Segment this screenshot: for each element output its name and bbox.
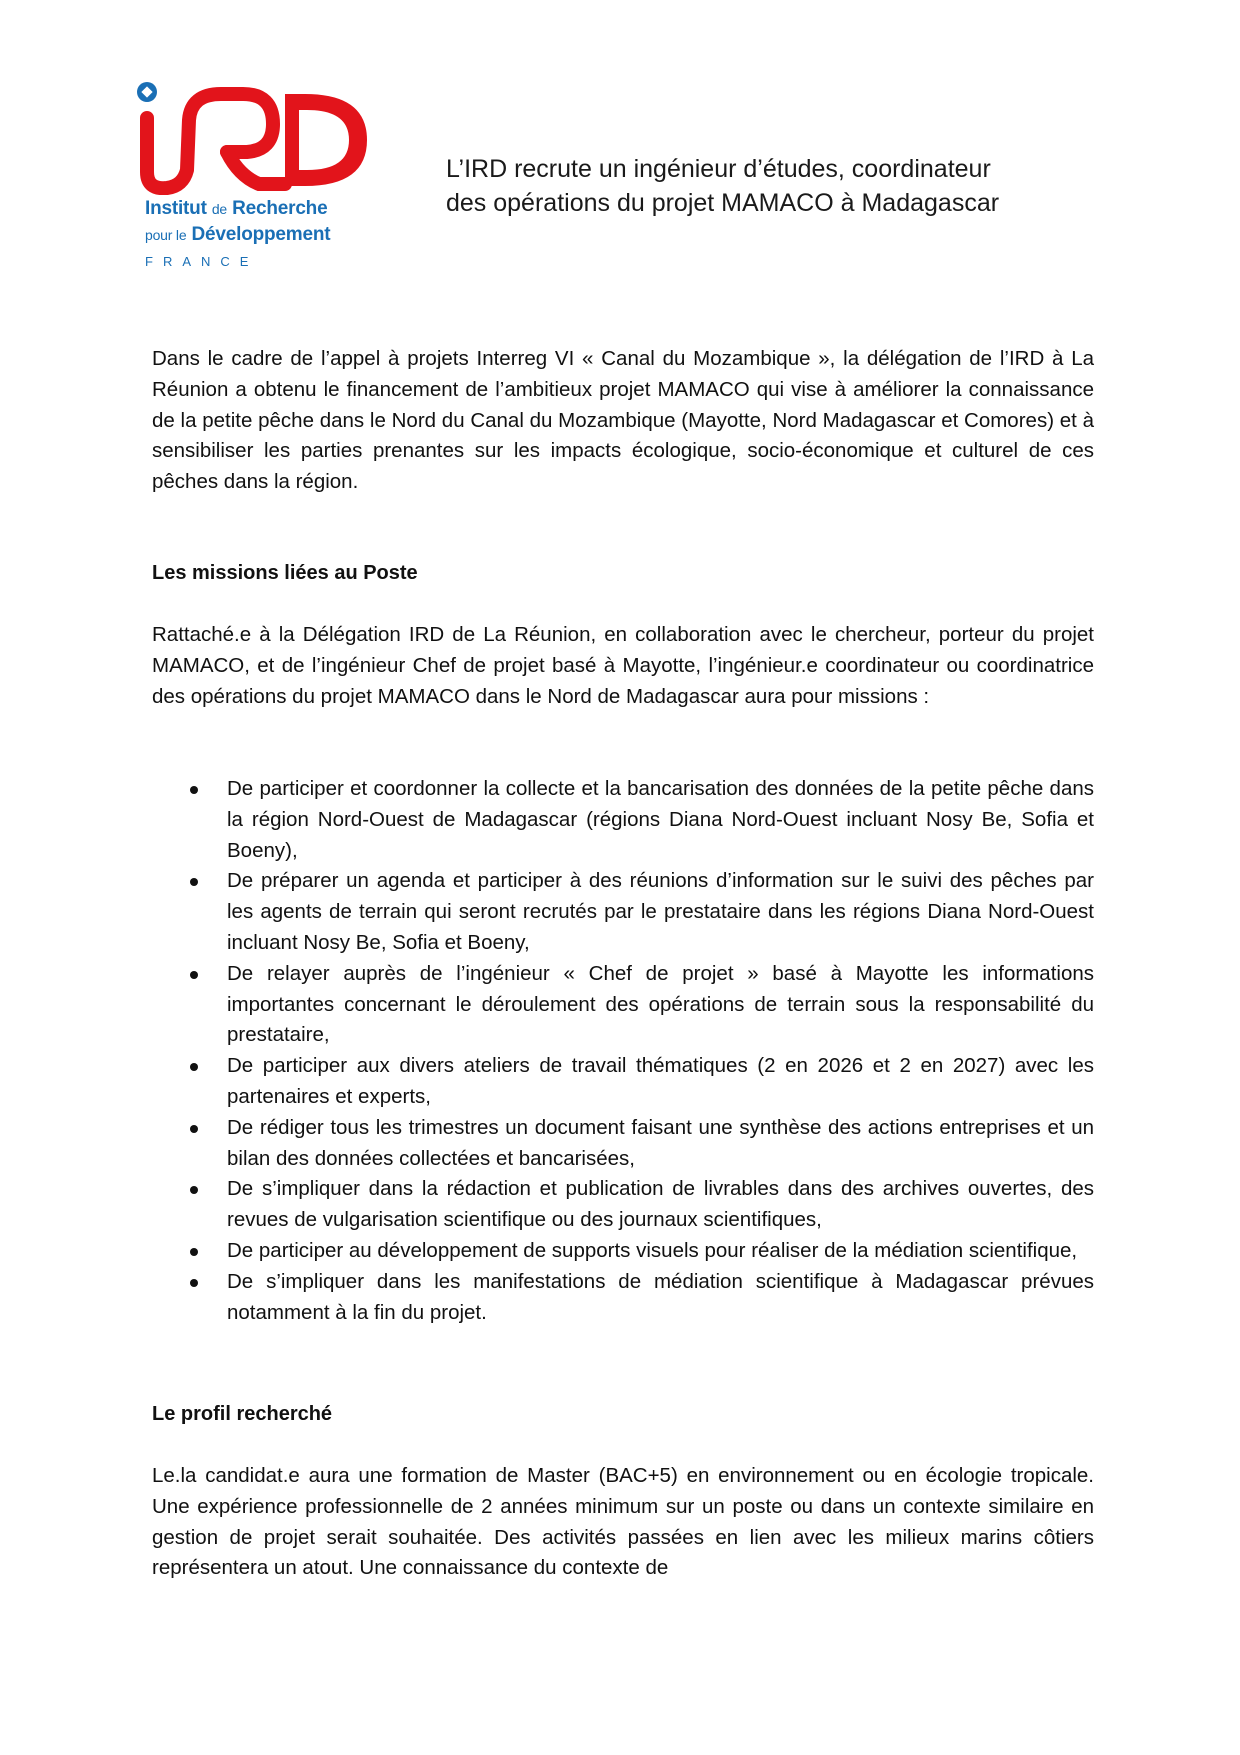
bullet-icon [190,1279,198,1287]
bullet-icon [190,1248,198,1256]
logo-word: de [211,201,227,217]
page-title [446,152,1126,220]
list-item-text: De rédiger tous les trimestres un document faisant une synthèse des actions entreprises et un bilan des données collectées et bancarisées, [227,1115,1094,1170]
missions-heading: Les missions liées au Poste [152,562,418,584]
list-item-text: De s’impliquer dans la rédaction et publication de livrables dans des archives ouvertes, des revues de vulgarisation scientifique ou des journaux scientifiques, [227,1177,1094,1232]
title-line-1: L’IRD recrute un ingénieur d’études, coordinateur [446,155,991,183]
bullet-icon [190,1186,198,1194]
list-item-text: De préparer un agenda et participer à des réunions d’information sur le suivi des pêches par les agents de terrain qui seront recrutés par le prestataire dans les régions Diana Nord-Ouest incluant Nosy Be, Sofia et Boeny, [227,869,1094,954]
intro-paragraph: Dans le cadre de l’appel à projets Interreg VI « Canal du Mozambique », la délégation de l’IRD à La Réunion a obtenu le financement de l’ambitieux projet MAMACO qui vise à améliorer la connaissance de la petite pêche dans le Nord du Canal du Mozambique (Mayotte, Nord Madagascar et Comores) et à sensibiliser les parties prenantes sur les impacts écologique, socio-économique et culturel de ces pêches dans la région. [152,347,1094,494]
bullet-icon [190,1063,198,1071]
logo-word: Recherche [232,198,328,219]
profile-paragraph: Le.la candidat.e aura une formation de Master (BAC+5) en environnement ou en écologie tropicale. Une expérience professionnelle de 2 années minimum sur un poste ou dans un contexte similaire en gestion de projet serait souhaitée. Des activités passées en lien avec les milieux marins côtiers représentera un atout. Une connaissance du contexte de [152,1464,1094,1580]
profile-heading: Le profil recherché [152,1403,333,1425]
logo-france-line: FRANCE [145,254,259,269]
bullet-icon [190,878,198,886]
list-item [152,1113,1094,1175]
list-item [152,1051,1094,1113]
logo-word: pour le [145,227,187,243]
missions-list [152,774,1094,1328]
list-item [152,1174,1094,1236]
list-item-text: De participer au développement de supports visuels pour réaliser de la médiation scientifique, [227,1238,1078,1262]
logo-developpement-line [145,224,330,246]
list-item-text: De participer et coordonner la collecte et la bancarisation des données de la petite pêche dans la région Nord-Ouest de Madagascar (régions Diana Nord-Ouest incluant Nosy Be, Sofia et Boeny), [227,777,1094,862]
list-item-text: De s’impliquer dans les manifestations de médiation scientifique à Madagascar prévues notamment à la fin du projet. [227,1269,1094,1324]
logo-institut-line [145,198,327,220]
list-item [152,774,1094,866]
list-item [152,1236,1094,1267]
logo-word: Institut [145,198,207,219]
bullet-icon [190,971,198,979]
list-item [152,959,1094,1051]
logo-word: Développement [191,224,331,245]
list-item [152,1267,1094,1329]
missions-intro-paragraph: Rattaché.e à la Délégation IRD de La Réunion, en collaboration avec le chercheur, porteur du projet MAMACO, et de l’ingénieur Chef de projet basé à Mayotte, l’ingénieur.e coordinateur ou coordinatrice des opérations du projet MAMACO dans le Nord de Madagascar aura pour missions : [152,623,1094,708]
list-item-text: De relayer auprès de l’ingénieur « Chef de projet » basé à Mayotte les informations importantes concernant le déroulement des opérations de terrain sous la responsabilité du prestataire, [227,961,1094,1047]
bullet-icon [190,1125,198,1133]
list-item-text: De participer aux divers ateliers de travail thématiques (2 en 2026 et 2 en 2027) avec les partenaires et experts, [227,1054,1094,1108]
ird-logo-mark-icon [135,80,375,195]
list-item [152,866,1094,958]
title-line-2: des opérations du projet MAMACO à Madagascar [446,189,1000,217]
bullet-icon [190,786,198,794]
ird-logo [135,80,375,278]
